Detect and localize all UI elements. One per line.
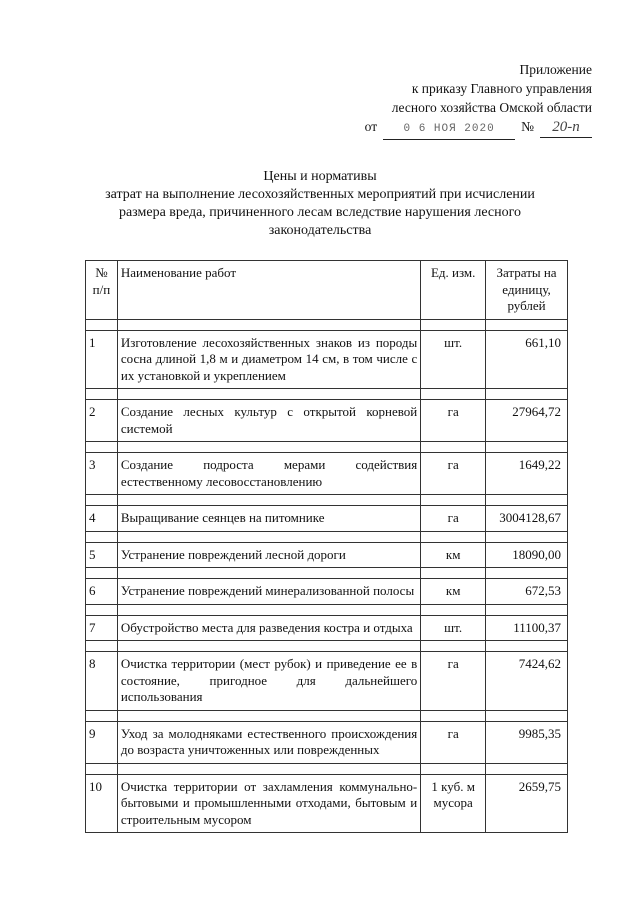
heading-line-2: затрат на выполнение лесохозяйственных мероприятий при исчислении: [105, 187, 535, 202]
row-spacer: [86, 641, 568, 652]
appendix-title: Приложение: [519, 62, 592, 77]
heading-line-4: законодательства: [268, 223, 372, 238]
header-unit: Ед. изм.: [421, 261, 486, 320]
costs-table: [85, 260, 568, 833]
row-num: 7: [86, 615, 118, 641]
row-name: Создание лесных культур с открытой корневой системой: [117, 400, 420, 442]
header-cost: Затраты на единицу, рублей: [486, 261, 568, 320]
row-unit: км: [421, 542, 486, 568]
row-spacer: [86, 531, 568, 542]
table-body: [86, 330, 568, 833]
row-cost: 18090,00: [486, 542, 568, 568]
row-unit: км: [421, 579, 486, 605]
row-num: 5: [86, 542, 118, 568]
row-cost: 9985,35: [486, 721, 568, 763]
document-heading: [60, 168, 580, 240]
row-name: Устранение повреждений лесной дороги: [117, 542, 420, 568]
table-row: [86, 330, 568, 389]
row-num: 4: [86, 506, 118, 532]
order-number: 20-п: [540, 118, 592, 138]
table-row: [86, 774, 568, 833]
appendix-order-line: к приказу Главного управления: [411, 81, 592, 96]
row-name: Очистка территории от захламления коммунально-бытовыми и промышленными отходами, бытовым и строительным мусором: [117, 774, 420, 833]
heading-line-1: Цены и нормативы: [263, 169, 377, 184]
row-name: Уход за молодняками естественного происхождения до возраста уничтоженных или поврежденных: [117, 721, 420, 763]
row-unit: га: [421, 506, 486, 532]
row-cost: 7424,62: [486, 652, 568, 711]
row-spacer: [86, 763, 568, 774]
row-spacer: [86, 604, 568, 615]
row-cost: 1649,22: [486, 453, 568, 495]
row-name: Обустройство места для разведения костра и отдыха: [117, 615, 420, 641]
appendix-authority-line: лесного хозяйства Омской области: [391, 100, 592, 115]
row-num: 6: [86, 579, 118, 605]
row-name: Очистка территории (мест рубок) и приведение ее в состояние, пригодное для дальнейшего использования: [117, 652, 420, 711]
table-row: [86, 615, 568, 641]
row-unit: га: [421, 453, 486, 495]
row-name: Устранение повреждений минерализованной полосы: [117, 579, 420, 605]
header-num: № п/п: [86, 261, 118, 320]
heading-line-3: размера вреда, причиненного лесам вследствие нарушения лесного: [118, 205, 522, 220]
row-cost: 3004128,67: [486, 506, 568, 532]
row-spacer: [86, 442, 568, 453]
row-num: 1: [86, 330, 118, 389]
row-unit: га: [421, 400, 486, 442]
appendix-block: [365, 60, 592, 140]
row-spacer: [86, 710, 568, 721]
row-spacer: [86, 495, 568, 506]
row-cost: 2659,75: [486, 774, 568, 833]
row-name: Изготовление лесохозяйственных знаков из породы сосна длиной 1,8 м и диаметром 14 см, в том числе с их установкой и укреплением: [117, 330, 420, 389]
row-unit: 1 куб. м мусора: [421, 774, 486, 833]
from-label: от: [364, 119, 378, 134]
table-header-row: [86, 261, 568, 320]
row-unit: га: [421, 721, 486, 763]
appendix-date-number-line: [365, 117, 592, 140]
row-num: 3: [86, 453, 118, 495]
row-spacer: [86, 389, 568, 400]
row-num: 8: [86, 652, 118, 711]
row-cost: 661,10: [486, 330, 568, 389]
row-name: Выращивание сеянцев на питомнике: [117, 506, 420, 532]
row-num: 10: [86, 774, 118, 833]
row-cost: 27964,72: [486, 400, 568, 442]
header-name: Наименование работ: [117, 261, 420, 320]
table-row: [86, 400, 568, 442]
table-row: [86, 542, 568, 568]
row-spacer: [86, 568, 568, 579]
row-num: 2: [86, 400, 118, 442]
table-row: [86, 652, 568, 711]
number-label: №: [521, 119, 534, 134]
row-name: Создание подроста мерами содействия естественному лесовосстановлению: [117, 453, 420, 495]
table-row: [86, 453, 568, 495]
row-num: 9: [86, 721, 118, 763]
table-row: [86, 721, 568, 763]
table-row: [86, 506, 568, 532]
table-row: [86, 579, 568, 605]
row-unit: га: [421, 652, 486, 711]
header-spacer-row: [86, 319, 568, 330]
row-cost: 672,53: [486, 579, 568, 605]
date-stamp: 0 6 НОЯ 2020: [383, 120, 515, 140]
row-unit: шт.: [421, 330, 486, 389]
row-cost: 11100,37: [486, 615, 568, 641]
row-unit: шт.: [421, 615, 486, 641]
